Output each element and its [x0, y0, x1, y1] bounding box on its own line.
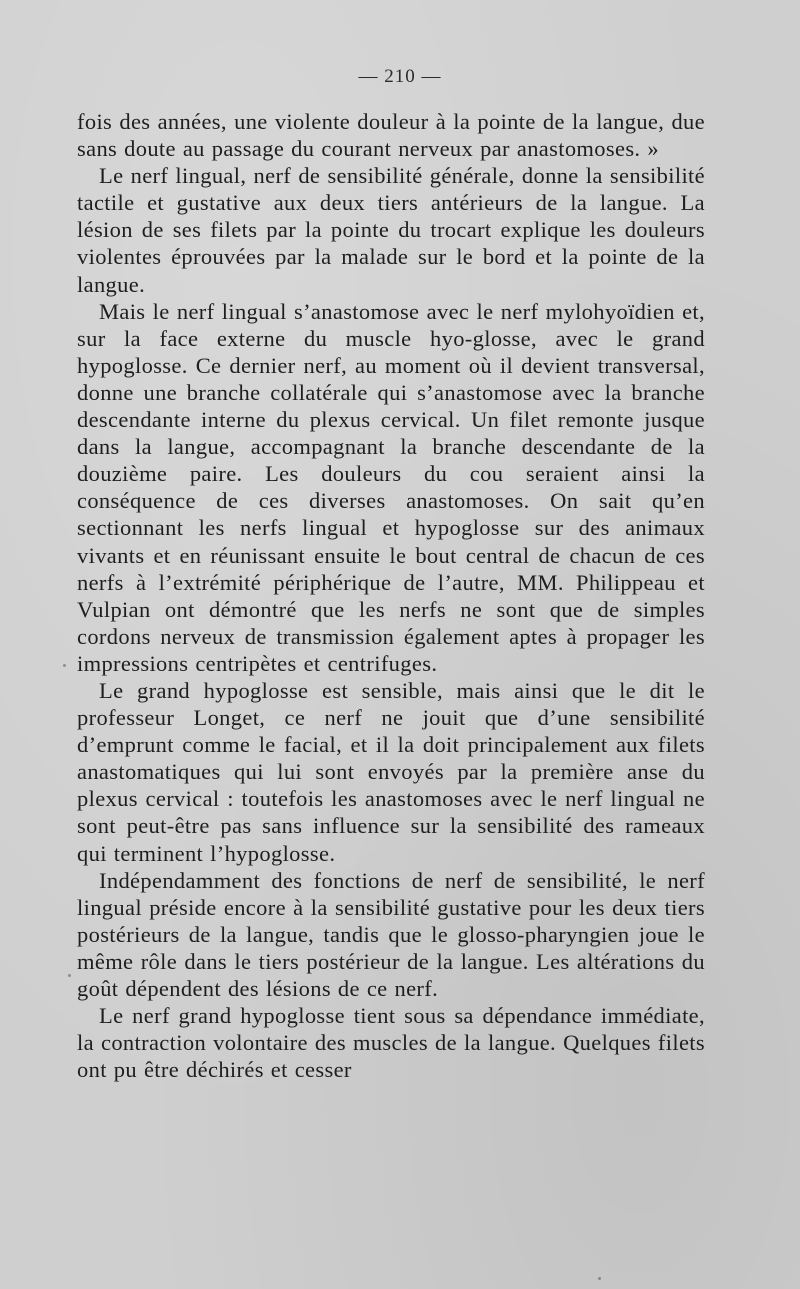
paper-speck — [63, 664, 66, 667]
paragraph-2: Le nerf lingual, nerf de sensibilité générale, donne la sensibilité tactile et gustative aux deux tiers antérieurs de la langue. La lésion de ses filets par la pointe du trocart explique les douleurs violentes éprouvées par la malade sur le bord et la pointe de la langue. — [77, 163, 705, 297]
paper-speck — [68, 974, 71, 977]
paragraph-4: Le grand hypoglosse est sensible, mais ainsi que le dit le professeur Longet, ce nerf ne jouit que d’une sensibilité d’emprunt comme le facial, et il la doit principalement aux filets anastomatiques qui lui sont envoyés par la première anse du plexus cervical : toutefois les anastomoses avec le nerf lingual ne sont peut-être pas sans influence sur la sensibilité des rameaux qui terminent l’hypoglosse. — [77, 677, 705, 866]
paragraph-1: fois des années, une violente douleur à la pointe de la langue, due sans doute au passage du courant nerveux par anastomoses. » — [77, 109, 705, 162]
paragraph-5: Indépendamment des fonctions de nerf de sensibilité, le nerf lingual préside encore à la sensibilité gustative pour les deux tiers postérieurs de la langue, tandis que le glosso-pharyngien joue le même rôle dans le tiers postérieur de la langue. Les altérations du goût dépendent des lésions de ce nerf. — [77, 867, 705, 1001]
paragraph-6: Le nerf grand hypoglosse tient sous sa dépendance immédiate, la contraction volontaire des muscles de la langue. Quelques filets ont pu être déchirés et cesser — [77, 1003, 705, 1083]
paragraph-3: Mais le nerf lingual s’anastomose avec le nerf mylohyoïdien et, sur la face externe du muscle hyo-glosse, avec le grand hypoglosse. Ce dernier nerf, au moment où il devient transversal, donne une branche collatérale qui s’anastomose avec la branche descendante interne du plexus cervical. Un filet remonte jusque dans la langue, accompagnant la branche descendante de la douzième paire. Les douleurs du cou seraient ainsi la conséquence de ces diverses anastomoses. On sait qu’en sectionnant les nerfs lingual et hypoglosse sur des animaux vivants et en réunissant ensuite le bout central de chacun de ces nerfs à l’extrémité périphérique de l’autre, MM. Philippeau et Vulpian ont démontré que les nerfs ne sont que de simples cordons nerveux de transmission également aptes à propager les impressions centripètes et centrifuges. — [77, 298, 705, 676]
page-number-header: — 210 — — [358, 66, 442, 87]
paper-speck — [598, 1277, 601, 1280]
body-text — [77, 108, 705, 1083]
